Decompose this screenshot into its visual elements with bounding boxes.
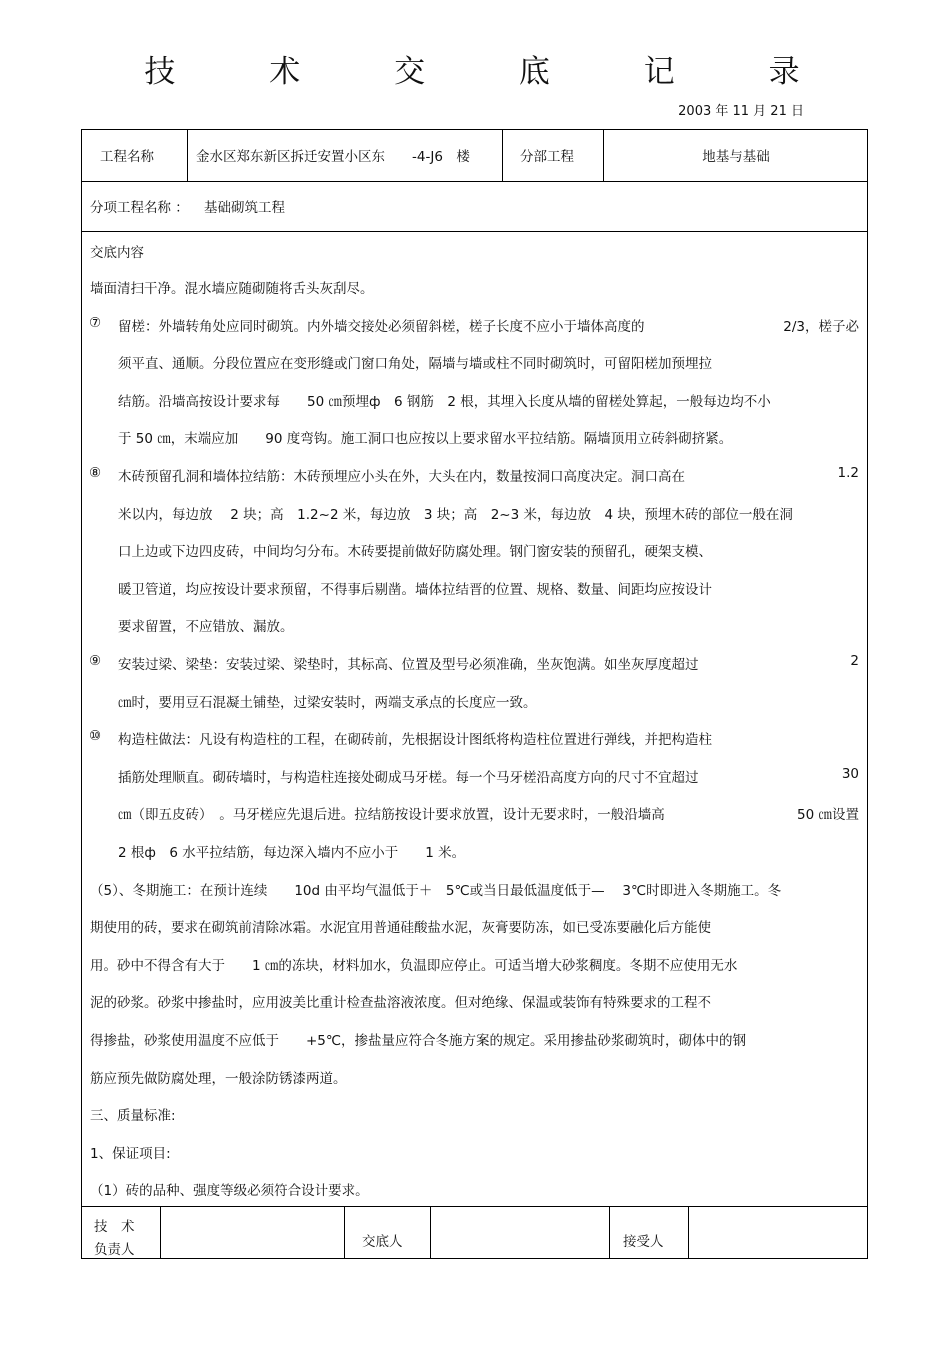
content-line (90, 1104, 859, 1124)
division-label: 分部工程 (520, 149, 574, 165)
row-divider (82, 1206, 867, 1207)
content-line-text: 米以内，每边放 2 块；高 1.2~2 米，每边放 3 块；高 2~3 米，每边放 4 块，预埋木砖的部位一般在洞 (118, 506, 793, 523)
content-line-text: ㎝时，要用豆石混凝土铺垫，过梁安装时，两端支承点的长度应一致。 (118, 694, 537, 711)
col-divider (187, 130, 188, 181)
content-line-text: （1）砖的品种、强度等级必须符合设计要求。 (90, 1183, 369, 1200)
content-line-text: 筋应预先做防腐处理，一般涂防锈漆两道。 (90, 1070, 347, 1087)
tech-lead-label-line2: 负责人 (94, 1242, 135, 1258)
col-divider (609, 1206, 610, 1258)
content-line-text: 要求留置，不应错放、漏放。 (118, 619, 294, 636)
tech-lead-label: 技 术 (94, 1219, 135, 1235)
project-name-label: 工程名称 (100, 149, 154, 165)
content-line (90, 916, 859, 936)
content-line-text: 三、质量标准: (90, 1108, 176, 1125)
content-line-tail: 2 (850, 653, 859, 669)
content-line-text: ㎝（即五皮砖） 。马牙槎应先退后进。拉结筋按设计要求放置，设计无要求时，一般沿墙高 (118, 807, 665, 824)
content-line (118, 803, 859, 823)
content-line (118, 691, 859, 711)
content-line-text: 2 根ф 6 水平拉结筋，每边深入墙内不应小于 1 米。 (118, 845, 466, 861)
content-line-text: 1、保证项目: (90, 1145, 171, 1162)
content-line-text: 暖卫管道，均应按设计要求预留，不得事后剔凿。墙体拉结晋的位置、规格、数量、间距均应按设计 (118, 581, 712, 598)
subitem-value: 基础砌筑工程 (204, 200, 285, 216)
content-line-text: 构造柱做法：凡设有构造柱的工程，在砌砖前，先根据设计图纸将构造柱位置进行弹线，并把构造柱 (118, 732, 712, 749)
content-line (90, 277, 859, 297)
content-line (90, 991, 859, 1011)
content-line (118, 465, 859, 485)
content-line-tail: 50 ㎝设置 (797, 807, 859, 824)
content-line-tail: 2/3，槎子必 (783, 318, 859, 335)
content-line-text: 期使用的砖，要求在砌筑前清除冰霜。水泥宜用普通硅酸盐水泥，灰膏要防冻，如已受冻要融化后方能使 (90, 920, 711, 937)
content-line (118, 615, 859, 635)
content-line-text: 插筋处理顺直。砌砖墙时，与构造柱连接处砌成马牙槎。每一个马牙槎沿高度方向的尺寸不宜超过 (118, 769, 699, 786)
row-divider (82, 231, 867, 232)
content-line-text: 结筋。沿墙高按设计要求每 50 ㎝预埋ф 6 钢筋 2 根，其埋入长度从墙的留槎处算起，一般每边均不小 (118, 393, 771, 410)
document-date: 2003 年 11 月 21 日 (678, 104, 804, 119)
content-line-text: 于 50 ㎝，末端应加 90 度弯钩。施工洞口也应按以上要求留水平拉结筋。隔墙顶用立砖斜砌挤紧。 (118, 431, 733, 448)
project-name-value: 金水区郑东新区拆迁安置小区东 -4-J6 楼 (196, 149, 470, 165)
item-number: ⑦ (89, 314, 102, 331)
content-line (90, 1067, 859, 1087)
content-line-text: 得掺盐，砂浆使用温度不应低于 +5℃，掺盐量应符合冬施方案的规定。采用掺盐砂浆砌筑时，砌体中的钢 (90, 1033, 747, 1049)
content-line (90, 879, 859, 899)
content-line (118, 578, 859, 598)
content-line (118, 315, 859, 335)
content-line (90, 1142, 859, 1162)
col-divider (344, 1206, 345, 1258)
content-line-tail: 1.2 (837, 465, 859, 481)
content-line-text: （5）、冬期施工：在预计连续 10d 由平均气温低于＋ 5℃或当日最低温度低于— 3℃时即进入冬期施工。冬 (90, 882, 782, 899)
content-line-text: 泥的砂浆。砂浆中掺盐时，应用波美比重计检查盐溶液浓度。但对绝缘、保温或装饰有特殊要求的工程不 (90, 995, 711, 1012)
content-line (90, 1029, 859, 1049)
content-line-text: 口上边或下边四皮砖，中间均匀分布。木砖要提前做好防腐处理。钢门窗安装的预留孔，硬架支模、 (118, 544, 712, 561)
content-line (90, 954, 859, 974)
content-line (118, 540, 859, 560)
col-divider (430, 1206, 431, 1258)
content-line (90, 1179, 859, 1199)
item-number: ⑩ (89, 728, 102, 745)
content-line (118, 503, 859, 523)
document-title: 技 术 交 底 记 录 (144, 54, 842, 90)
col-divider (502, 130, 503, 181)
content-line-text: 须平直、通顺。分段位置应在变形缝或门窗口角处，隔墙与墙或柱不同时砌筑时，可留阳槎加预埋拉 (118, 356, 712, 373)
content-line-tail: 30 (841, 765, 859, 782)
content-line-text: 木砖预留孔洞和墙体拉结筋：木砖预埋应小头在外，大头在内，数量按洞口高度决定。洞口高在 (118, 469, 685, 485)
content-line (118, 352, 859, 372)
col-divider (688, 1206, 689, 1258)
content-line (118, 653, 859, 673)
item-number: ⑧ (89, 465, 102, 481)
content-line-text: 墙面清扫干净。混水墙应随砌随将舌头灰刮尽。 (90, 281, 374, 297)
col-divider (160, 1206, 161, 1258)
subitem-label: 分项工程名称 ： (90, 200, 189, 216)
division-value: 地基与基础 (702, 149, 770, 165)
row-divider (82, 181, 867, 182)
handover-person-label: 交底人 (362, 1234, 403, 1250)
content-heading: 交底内容 (90, 245, 144, 261)
content-line-text: 安装过梁、梁垫：安装过梁、梁垫时，其标高、位置及型号必须准确，坐灰饱满。如坐灰厚度超过 (118, 657, 699, 673)
content-line-text: 留槎：外墙转角处应同时砌筑。内外墙交接处必须留斜槎，槎子长度不应小于墙体高度的 (118, 318, 645, 335)
content-line (118, 390, 859, 410)
content-line (118, 427, 859, 447)
content-line (118, 841, 859, 861)
content-line (118, 766, 859, 786)
receiver-label: 接受人 (623, 1234, 664, 1250)
record-table (81, 129, 868, 1259)
content-line-text: 用。砂中不得含有大于 1 ㎝的冻块，材料加水，负温即应停止。可适当增大砂浆稠度。冬期不应使用无水 (90, 957, 738, 974)
content-line (118, 728, 859, 748)
item-number: ⑨ (89, 653, 102, 669)
